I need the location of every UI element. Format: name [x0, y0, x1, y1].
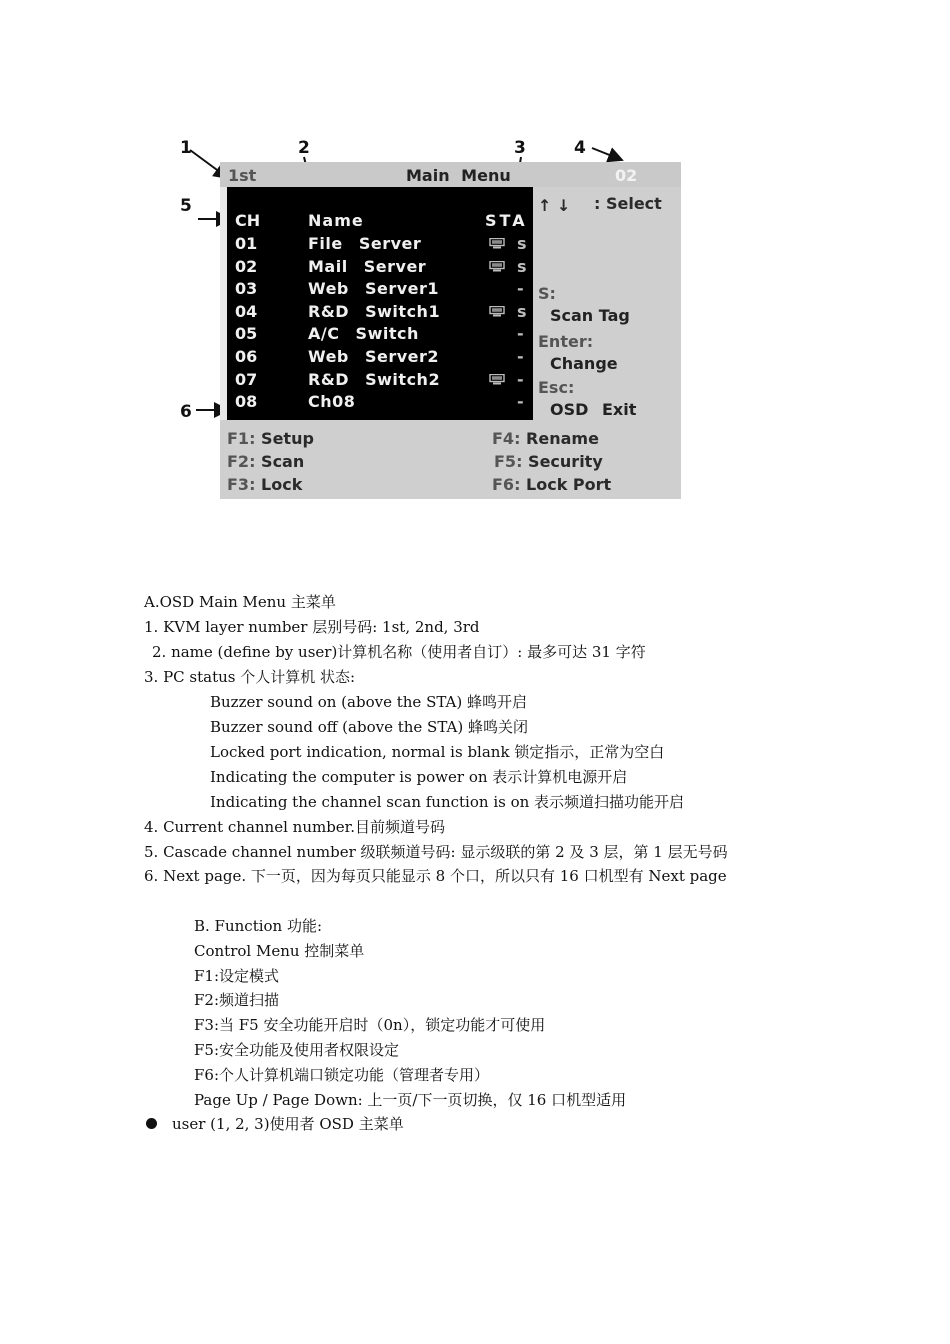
fkey-f4-label: Rename — [526, 429, 599, 448]
row-name: Ch08 — [308, 392, 356, 412]
computer-icon — [489, 238, 505, 249]
osd-channel-row[interactable] — [227, 347, 533, 369]
item-3-scan-on: Indicating the channel scan function is on 表示频道扫描功能开启 — [210, 793, 685, 811]
fkey-f2-label: Scan — [261, 452, 305, 471]
row-name: A/C Switch — [308, 324, 419, 344]
fkey-f2-key: F2: — [227, 452, 256, 471]
osd-left-strip — [220, 187, 227, 420]
row-name: Web Server1 — [308, 279, 440, 299]
callout-2: 2 — [298, 138, 310, 158]
fkey-f1-label: Setup — [261, 429, 314, 448]
row-ch: 04 — [235, 301, 258, 321]
fkey-f4 — [492, 429, 599, 448]
section-b-heading: B. Function 功能: — [194, 917, 323, 935]
callout-6: 6 — [180, 402, 192, 422]
osd-title: Main Menu — [406, 166, 511, 185]
fkey-f1 — [227, 429, 314, 448]
osd-channel-row[interactable] — [227, 324, 533, 346]
s-key: S: — [538, 284, 556, 303]
s-value: Scan Tag — [550, 306, 630, 325]
osd-header — [220, 162, 681, 187]
callout-3: 3 — [514, 138, 526, 158]
osd-channel-row[interactable] — [227, 279, 533, 301]
osd-function-keys — [220, 424, 681, 499]
row-status: s — [517, 256, 527, 276]
row-name: Web Server2 — [308, 347, 440, 366]
row-ch: 08 — [235, 392, 258, 412]
item-4: 4. Current channel number.目前频道号码 — [144, 818, 445, 836]
item-2: 2. name (define by user)计算机名称（使用者自订）: 最多可达 31 字符 — [152, 643, 646, 661]
item-3-locked-port: Locked port indication, normal is blank 锁定指示，正常为空白 — [210, 743, 665, 761]
fkey-f6-key: F6: — [492, 475, 521, 494]
row-status: - — [517, 279, 524, 299]
item-1: 1. KVM layer number 层别号码: 1st, 2nd, 3rd — [144, 618, 480, 636]
osd-main-menu — [220, 162, 681, 499]
function-f1: F1:设定模式 — [194, 967, 280, 985]
osd-channel-row[interactable] — [227, 392, 533, 414]
function-control-menu: Control Menu 控制菜单 — [194, 942, 365, 960]
row-ch: 05 — [235, 324, 258, 344]
arrow-4 — [592, 148, 622, 160]
function-f6: F6:个人计算机端口锁定功能（管理者专用） — [194, 1066, 490, 1084]
row-name: File Server — [308, 234, 422, 253]
select-arrows-icon: ↑ ↓ — [538, 196, 571, 215]
item-3-buzzer-on: Buzzer sound on (above the STA) 蜂鸣开启 — [210, 693, 527, 711]
row-status: - — [517, 347, 524, 366]
select-hint: : Select — [594, 194, 662, 213]
col-name: Name — [308, 211, 364, 230]
osd-channel-list — [227, 187, 533, 420]
row-status: s — [517, 301, 527, 321]
item-3-power-on: Indicating the computer is power on 表示计算机电源开启 — [210, 768, 628, 786]
osd-channel-row[interactable] — [227, 257, 533, 279]
row-ch: 07 — [235, 369, 258, 389]
fkey-f3 — [227, 475, 302, 494]
row-name: Mail Server — [308, 256, 427, 276]
fkey-f2 — [227, 452, 304, 471]
row-ch: 02 — [235, 256, 258, 276]
fkey-f6-label: Lock Port — [526, 475, 612, 494]
computer-icon — [489, 261, 505, 272]
col-ch: CH — [235, 211, 261, 230]
row-ch: 06 — [235, 347, 258, 366]
fkey-f1-key: F1: — [227, 429, 256, 448]
item-3: 3. PC status 个人计算机 状态: — [144, 668, 356, 686]
fkey-f5-key: F5: — [494, 452, 523, 471]
esc-key: Esc: — [538, 378, 575, 397]
osd-channel-number: 02 — [615, 166, 638, 185]
bullet-icon — [146, 1118, 157, 1129]
function-page-up-down: Page Up / Page Down: 上一页/下一页切换，仅 16 口机型适用 — [194, 1091, 627, 1109]
fkey-f4-key: F4: — [492, 429, 521, 448]
callout-1: 1 — [180, 138, 192, 158]
function-f3: F3:当 F5 安全功能开启时（0n），锁定功能才可使用 — [194, 1016, 546, 1034]
fkey-f6 — [492, 475, 611, 494]
osd-list-header — [227, 211, 533, 231]
callout-4: 4 — [574, 138, 586, 158]
computer-icon — [489, 374, 505, 385]
osd-channel-row[interactable] — [227, 370, 533, 392]
row-status: - — [517, 392, 524, 412]
function-f2: F2:频道扫描 — [194, 991, 280, 1009]
enter-value: Change — [550, 354, 618, 373]
item-5: 5. Cascade channel number 级联频道号码: 显示级联的第 2 及 3 层，第 1 层无号码 — [144, 843, 728, 861]
osd-key-help — [538, 192, 678, 420]
row-name: R&D Switch2 — [308, 369, 441, 389]
osd-channel-row[interactable] — [227, 234, 533, 256]
computer-icon — [489, 306, 505, 317]
item-6: 6. Next page. 下一页，因为每页只能显示 8 个口，所以只有 16 口机型有 Next page — [144, 867, 727, 885]
osd-layer-number: 1st — [228, 166, 257, 185]
callout-5: 5 — [180, 196, 192, 216]
row-status: - — [517, 324, 524, 344]
function-f5: F5:安全功能及使用者权限设定 — [194, 1041, 400, 1059]
osd-channel-row[interactable] — [227, 302, 533, 324]
section-a-heading: A.OSD Main Menu 主菜单 — [144, 593, 336, 611]
enter-key: Enter: — [538, 332, 594, 351]
row-status: - — [517, 369, 524, 389]
esc-value: OSD Exit — [550, 400, 637, 419]
osd-figure — [0, 0, 950, 520]
fkey-f3-key: F3: — [227, 475, 256, 494]
fkey-f5-label: Security — [528, 452, 603, 471]
row-ch: 03 — [235, 279, 258, 299]
fkey-f5 — [494, 452, 603, 471]
row-status: s — [517, 234, 527, 253]
fkey-f3-label: Lock — [261, 475, 303, 494]
row-ch: 01 — [235, 234, 258, 253]
col-sta: STA — [485, 211, 528, 230]
bullet-item: user (1, 2, 3)使用者 OSD 主菜单 — [172, 1115, 404, 1133]
item-3-buzzer-off: Buzzer sound off (above the STA) 蜂鸣关闭 — [210, 718, 528, 736]
row-name: R&D Switch1 — [308, 301, 441, 321]
